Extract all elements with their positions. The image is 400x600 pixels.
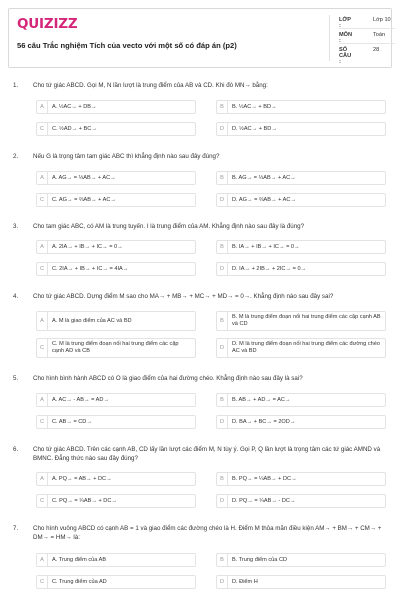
option-b[interactable]: B B. M là trung điểm đoạn nối hai trung điểm các cặp cạnh AB và CD [216, 311, 386, 331]
option-d[interactable]: D D. ½AC→ + BD→ [216, 122, 386, 136]
option-c[interactable]: C C. M là trung điểm đoạn nối hai trung điểm các cặp cạnh AD và CB [36, 338, 196, 358]
meta-separator [339, 28, 395, 29]
question-number: 7. [13, 525, 19, 532]
option-d[interactable]: D D. BA→ + BC→ = 2OD→ [216, 415, 386, 429]
option-a[interactable]: A A. PQ→ = AB→ + DC→ [36, 472, 196, 486]
option-d[interactable]: D D. M là trung điểm đoạn nối hai trung điểm các đường chéo AC và BD [216, 338, 386, 358]
question-text: Nếu G là trọng tâm tam giác ABC thì khẳng định nào sau đây đúng? [33, 153, 220, 160]
option-c[interactable]: C C. AB→ = CD→ [36, 415, 196, 429]
option-b[interactable]: B B. AG→ = ⅓AB→ + AC→ [216, 171, 386, 185]
option-d[interactable]: D D. PQ→ = ¼AB→ - DC→ [216, 494, 386, 508]
option-b[interactable]: B B. Trung điểm của CD [216, 553, 386, 567]
option-b[interactable]: B B. PQ→ = ¼AB→ + DC→ [216, 472, 386, 486]
question-text: Cho tứ giác ABCD. Gọi M, N lần lượt là trung điểm của AB và CD. Khi đó MN→ bằng: [33, 82, 268, 89]
option-a[interactable]: A A. Trung điểm của AB [36, 553, 196, 567]
question-number: 4. [13, 293, 19, 300]
question-text: Cho tứ giác ABCD. Dựng điểm M sao cho MA→ + MB→ + MC→ + MD→ = 0→. Khẳng định nào sau đây sai? [33, 293, 334, 300]
option-a[interactable]: A A. AG→ = ⅓AB→ + AC→ [36, 171, 196, 185]
question-text: Cho hình bình hành ABCD có O là giao điểm của hai đường chéo. Khẳng định nào sau đây là sai? [33, 375, 303, 382]
option-b[interactable]: B B. ½AC→ + BD→ [216, 100, 386, 114]
question-text: Cho tứ giác ABCD. Trên các cạnh AB, CD lấy lần lượt các điểm M, N tùy ý. Gọi P, Q lần lượt là trọng tâm các tứ giác AMND và BMNC. Đẳng thức nào sau đây đúng? [33, 446, 381, 462]
worksheet-header: QUIZIZZ 56 câu Trắc nghiệm Tích của vecto với một số có đáp án (p2) LỚP : Lớp 10 MÔN : Toán SỐ CÂU : 28 [8, 8, 392, 68]
question-text: Cho tam giác ABC, có AM là trung tuyến. I là trung điểm của AM. Khẳng định nào sau đây là đúng? [33, 223, 305, 230]
question-number: 6. [13, 446, 19, 453]
option-b[interactable]: B B. IA→ + IB→ + IC→ = 0→ [216, 240, 386, 254]
header-divider [329, 15, 330, 61]
question-number: 3. [13, 223, 19, 230]
worksheet-title: 56 câu Trắc nghiệm Tích của vecto với một số có đáp án (p2) [17, 41, 237, 50]
option-b[interactable]: B B. AB→ + AD→ = AC→ [216, 393, 386, 407]
option-a[interactable]: A A. ½AC→ + DB→ [36, 100, 196, 114]
question-text: Cho hình vuông ABCD có cạnh AB = 1 và giao điểm các đường chéo là H. Điểm M thỏa mãn điều kiện AM→ + BM→ + CM→ + DM→ = HM→ là: [33, 525, 382, 541]
option-c[interactable]: C C. Trung điểm của AD [36, 575, 196, 589]
option-a[interactable]: A A. 2IA→ + IB→ + IC→ = 0→ [36, 240, 196, 254]
option-c[interactable]: C C. ½AD→ + BC→ [36, 122, 196, 136]
option-d[interactable]: D D. AG→ = ⅔AB→ + AC→ [216, 193, 386, 207]
option-d[interactable]: D D. IA→ + 2IB→ + 2IC→ = 0→ [216, 262, 386, 276]
quizizz-logo: QUIZIZZ [17, 16, 78, 32]
option-a[interactable]: A A. AC→ - AB→ = AD→ [36, 393, 196, 407]
meta-separator [339, 43, 395, 44]
option-c[interactable]: C C. AG→ = ⅔AB→ + AC→ [36, 193, 196, 207]
option-c[interactable]: C C. 2IA→ + IB→ + IC→ = 4IA→ [36, 262, 196, 276]
question-number: 5. [13, 375, 19, 382]
option-d[interactable]: D D. Điểm H [216, 575, 386, 589]
question-number: 1. [13, 82, 19, 89]
option-a[interactable]: A A. M là giao điểm của AC và BD [36, 311, 196, 331]
option-c[interactable]: C C. PQ→ = ¼AB→ + DC→ [36, 494, 196, 508]
question-number: 2. [13, 153, 19, 160]
